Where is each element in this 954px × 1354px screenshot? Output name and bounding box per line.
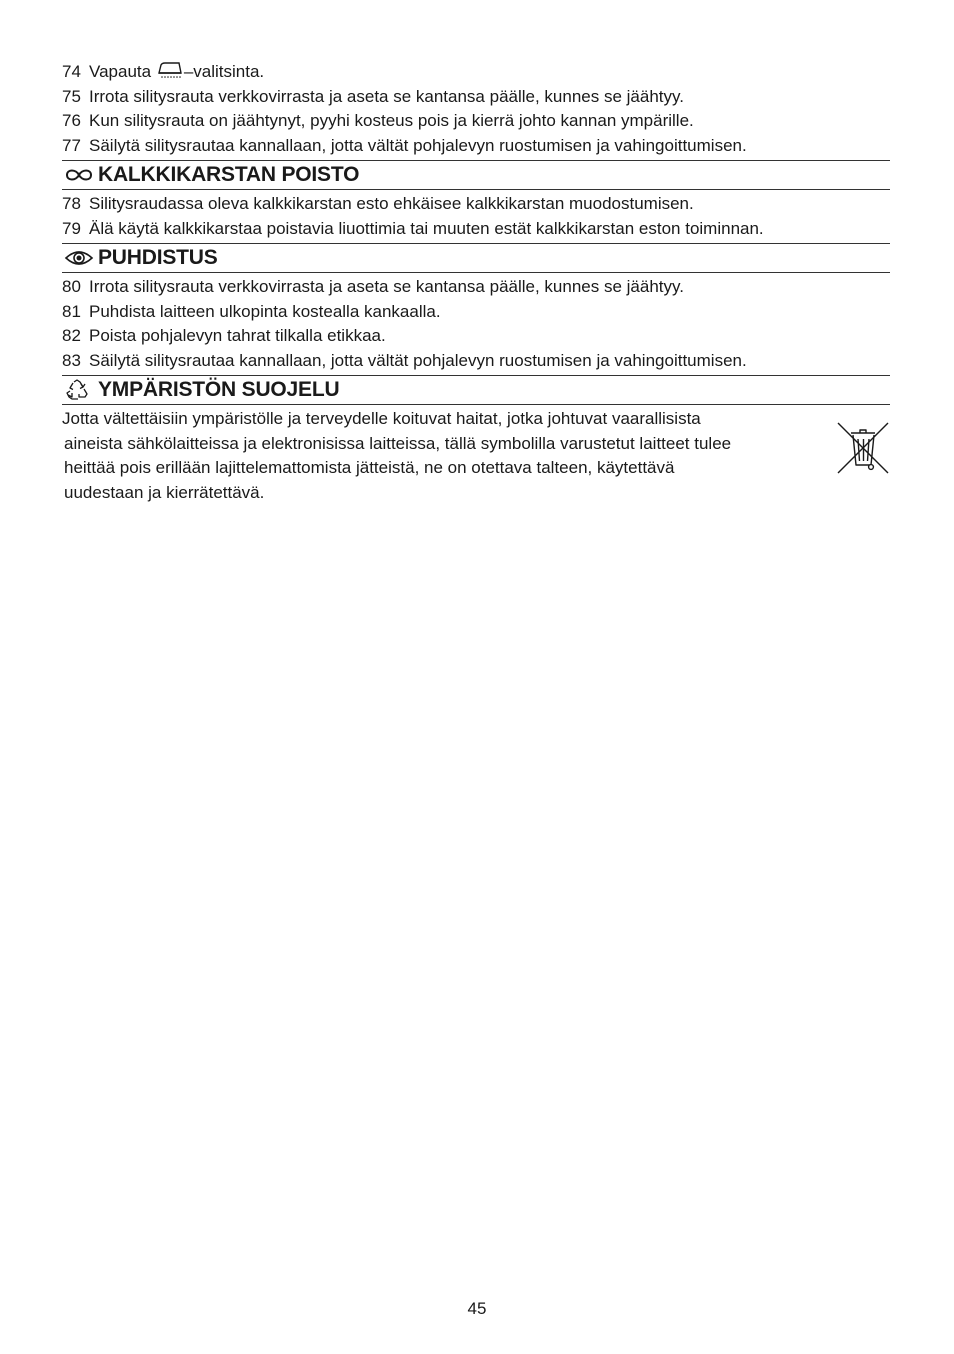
item-text: Säilytä silitysrautaa kannallaan, jotta vältät pohjalevyn ruostumisen ja vahingoittumisen. xyxy=(89,350,747,370)
item-text: Säilytä silitysrautaa kannallaan, jotta vältät pohjalevyn ruostumisen ja vahingoittumisen. xyxy=(89,135,747,155)
item-text: Kun silitysrauta on jäähtynyt, pyyhi kosteus pois ja kierrä johto kannan ympärille. xyxy=(89,111,694,130)
section-heading-environment xyxy=(62,375,890,405)
eye-icon xyxy=(64,249,94,267)
item-number: 82 xyxy=(62,326,81,345)
steam-iron-icon xyxy=(157,60,183,80)
item-text: Vapauta xyxy=(89,62,152,81)
list-item-75 xyxy=(62,85,890,110)
item-number: 80 xyxy=(62,277,81,296)
section-title: KALKKIKARSTAN POISTO xyxy=(98,163,360,186)
list-item-76 xyxy=(62,109,890,134)
section-heading-descaling xyxy=(62,160,890,190)
environment-notice xyxy=(62,407,890,505)
page-number: 45 xyxy=(467,1299,487,1318)
list-item-81 xyxy=(62,300,890,325)
list-item-79 xyxy=(62,217,890,242)
item-number: 74 xyxy=(62,62,81,81)
item-text: Silitysraudassa oleva kalkkikarstan esto ehkäisee kalkkikarstan muodostumisen. xyxy=(89,194,694,213)
manual-page-content xyxy=(62,60,890,505)
item-number: 83 xyxy=(62,350,81,370)
item-number: 79 xyxy=(62,218,81,238)
list-item-83 xyxy=(62,349,890,374)
list-item-77 xyxy=(62,134,890,159)
list-item-78 xyxy=(62,192,890,217)
item-number: 76 xyxy=(62,111,81,130)
paragraph-line: heittää pois erillään lajittelemattomista jätteistä, ne on otettava talteen, käytettävä xyxy=(64,458,675,477)
item-text: Poista pohjalevyn tahrat tilkalla etikkaa. xyxy=(89,326,386,345)
item-number: 75 xyxy=(62,86,81,106)
item-number: 77 xyxy=(62,135,81,155)
paragraph-line: uudestaan ja kierrätettävä. xyxy=(64,482,265,502)
recycle-icon xyxy=(64,379,90,401)
paragraph-line: Jotta vältettäisiin ympäristölle ja terveydelle koituvat haitat, jotka johtuvat vaarallisista xyxy=(62,409,701,428)
item-number: 78 xyxy=(62,194,81,213)
section-title: YMPÄRISTÖN SUOJELU xyxy=(98,378,340,401)
item-number: 81 xyxy=(62,301,81,321)
item-text: Älä käytä kalkkikarstaa poistavia liuottimia tai muuten estät kalkkikarstan eston toiminnan. xyxy=(89,218,764,238)
section-heading-cleaning xyxy=(62,243,890,273)
item-text: Puhdista laitteen ulkopinta kostealla kankaalla. xyxy=(89,301,441,321)
item-text-suffix: –valitsinta. xyxy=(183,62,265,81)
section-title: PUHDISTUS xyxy=(98,246,218,269)
anti-calc-icon xyxy=(64,167,94,183)
list-item-82 xyxy=(62,324,890,349)
item-text: Irrota silitysrauta verkkovirrasta ja aseta se kantansa päälle, kunnes se jäähtyy. xyxy=(89,86,684,106)
item-text: Irrota silitysrauta verkkovirrasta ja aseta se kantansa päälle, kunnes se jäähtyy. xyxy=(89,277,684,296)
environment-paragraph xyxy=(62,407,832,505)
list-item-80 xyxy=(62,275,890,300)
paragraph-line: aineista sähkölaitteissa ja elektronisissa laitteissa, tällä symbolilla varustetut laitteet tulee xyxy=(64,433,732,453)
crossed-out-wheelie-bin-icon xyxy=(836,421,890,475)
list-item-74 xyxy=(62,60,890,85)
